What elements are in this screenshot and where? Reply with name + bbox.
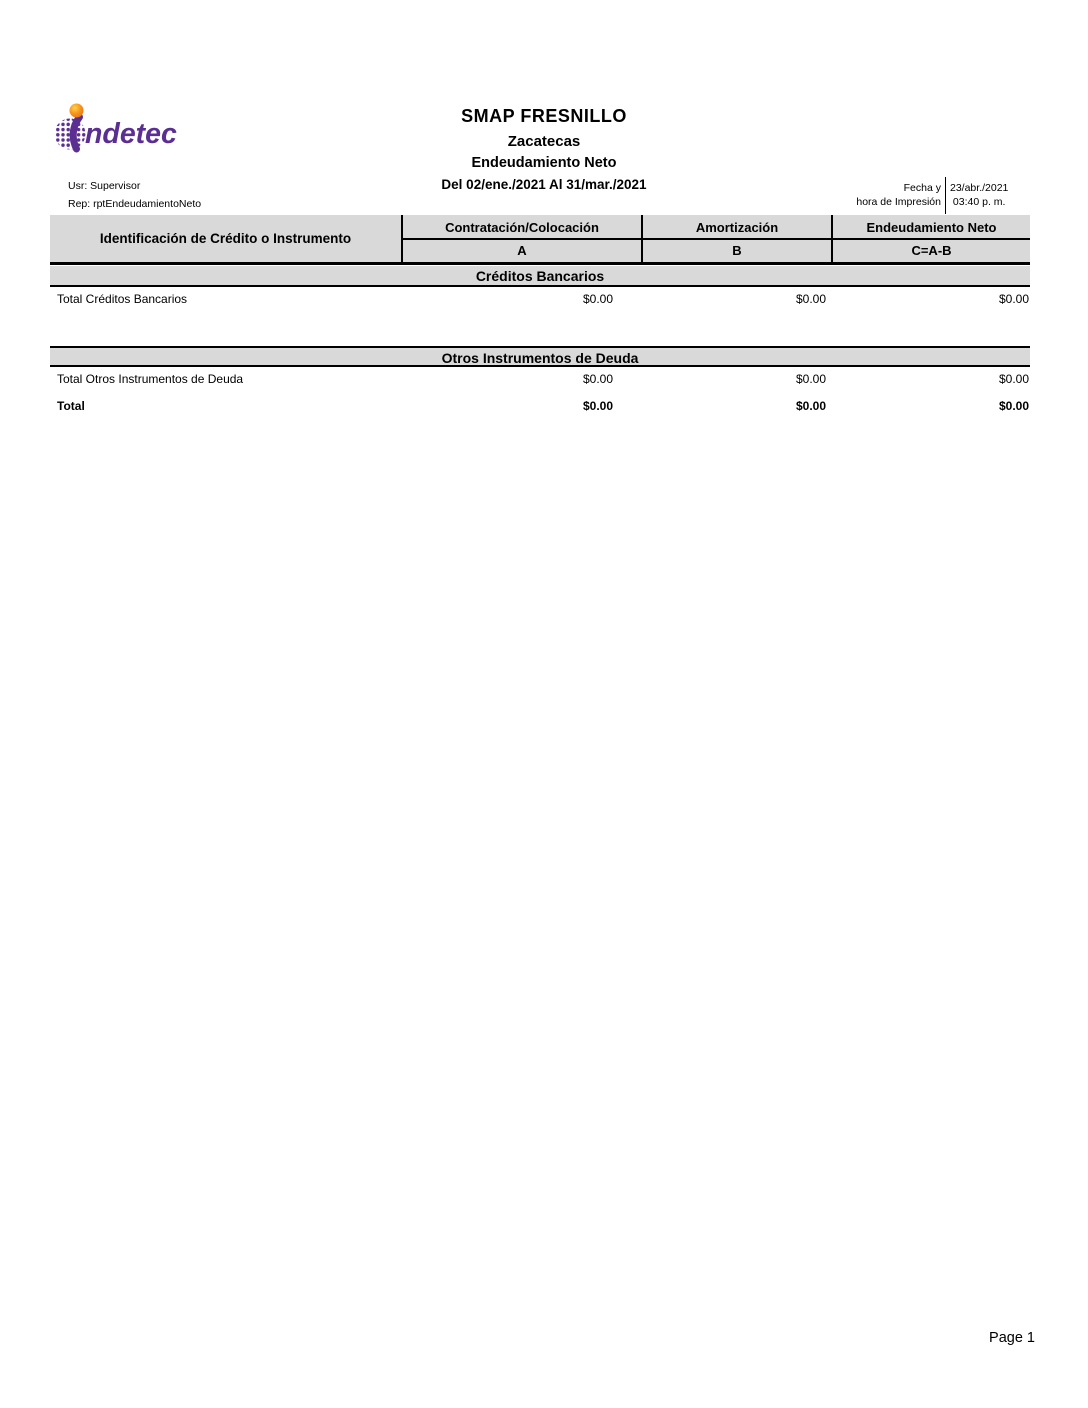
print-date: 23/abr./2021 — [950, 182, 1009, 194]
logo-text: ndetec — [85, 118, 177, 150]
row-value-a: $0.00 — [582, 372, 613, 386]
section-gap — [50, 309, 1030, 346]
row-value-a: $0.00 — [582, 399, 613, 413]
print-divider — [945, 177, 946, 214]
col-header-identificacion: Identificación de Crédito o Instrumento — [50, 215, 403, 262]
row-value-c: $0.00 — [998, 372, 1029, 386]
user-label: Usr: Supervisor — [68, 180, 141, 192]
table-row — [50, 289, 1030, 309]
section-header-creditos-bancarios: Créditos Bancarios — [50, 266, 1030, 287]
section-header-otros-instrumentos: Otros Instrumentos de Deuda — [50, 346, 1030, 367]
print-values — [950, 177, 1008, 209]
meta-left — [68, 177, 201, 213]
table-row-total — [50, 396, 1030, 416]
report-period: Del 02/ene./2021 Al 31/mar./2021 — [441, 177, 647, 192]
table-row — [50, 369, 1030, 389]
row-label: Total Otros Instrumentos de Deuda — [57, 372, 244, 386]
print-label: Fecha y hora de Impresión — [856, 182, 941, 208]
col-subheader-b: B — [643, 240, 833, 262]
report-label: Rep: rptEndeudamientoNeto — [68, 198, 202, 210]
state-name: Zacatecas — [507, 133, 581, 150]
row-value-b: $0.00 — [795, 372, 826, 386]
print-meta — [838, 177, 1008, 214]
col-header-contratacion: Contratación/Colocación — [403, 215, 643, 240]
row-value-c: $0.00 — [998, 399, 1029, 413]
col-subheader-c: C=A-B — [911, 243, 952, 258]
row-value-c: $0.00 — [998, 292, 1029, 306]
row-value-b: $0.00 — [795, 292, 826, 306]
print-time: 03:40 p. m. — [952, 196, 1006, 208]
col-header-amortizacion: Amortización — [643, 215, 833, 240]
row-value-b: $0.00 — [795, 399, 826, 413]
entity-title: SMAP FRESNILLO — [461, 106, 627, 126]
report-title: Endeudamiento Neto — [471, 155, 617, 171]
row-value-a: $0.00 — [582, 292, 613, 306]
report-table — [50, 215, 1030, 416]
col-subheader-a: A — [403, 240, 643, 262]
page-number: Page 1 — [989, 1330, 1035, 1346]
row-label: Total Créditos Bancarios — [57, 292, 188, 306]
table-header — [50, 215, 1030, 265]
col-header-endeudamiento: Endeudamiento Neto — [833, 215, 1030, 240]
row-label: Total — [57, 399, 85, 413]
